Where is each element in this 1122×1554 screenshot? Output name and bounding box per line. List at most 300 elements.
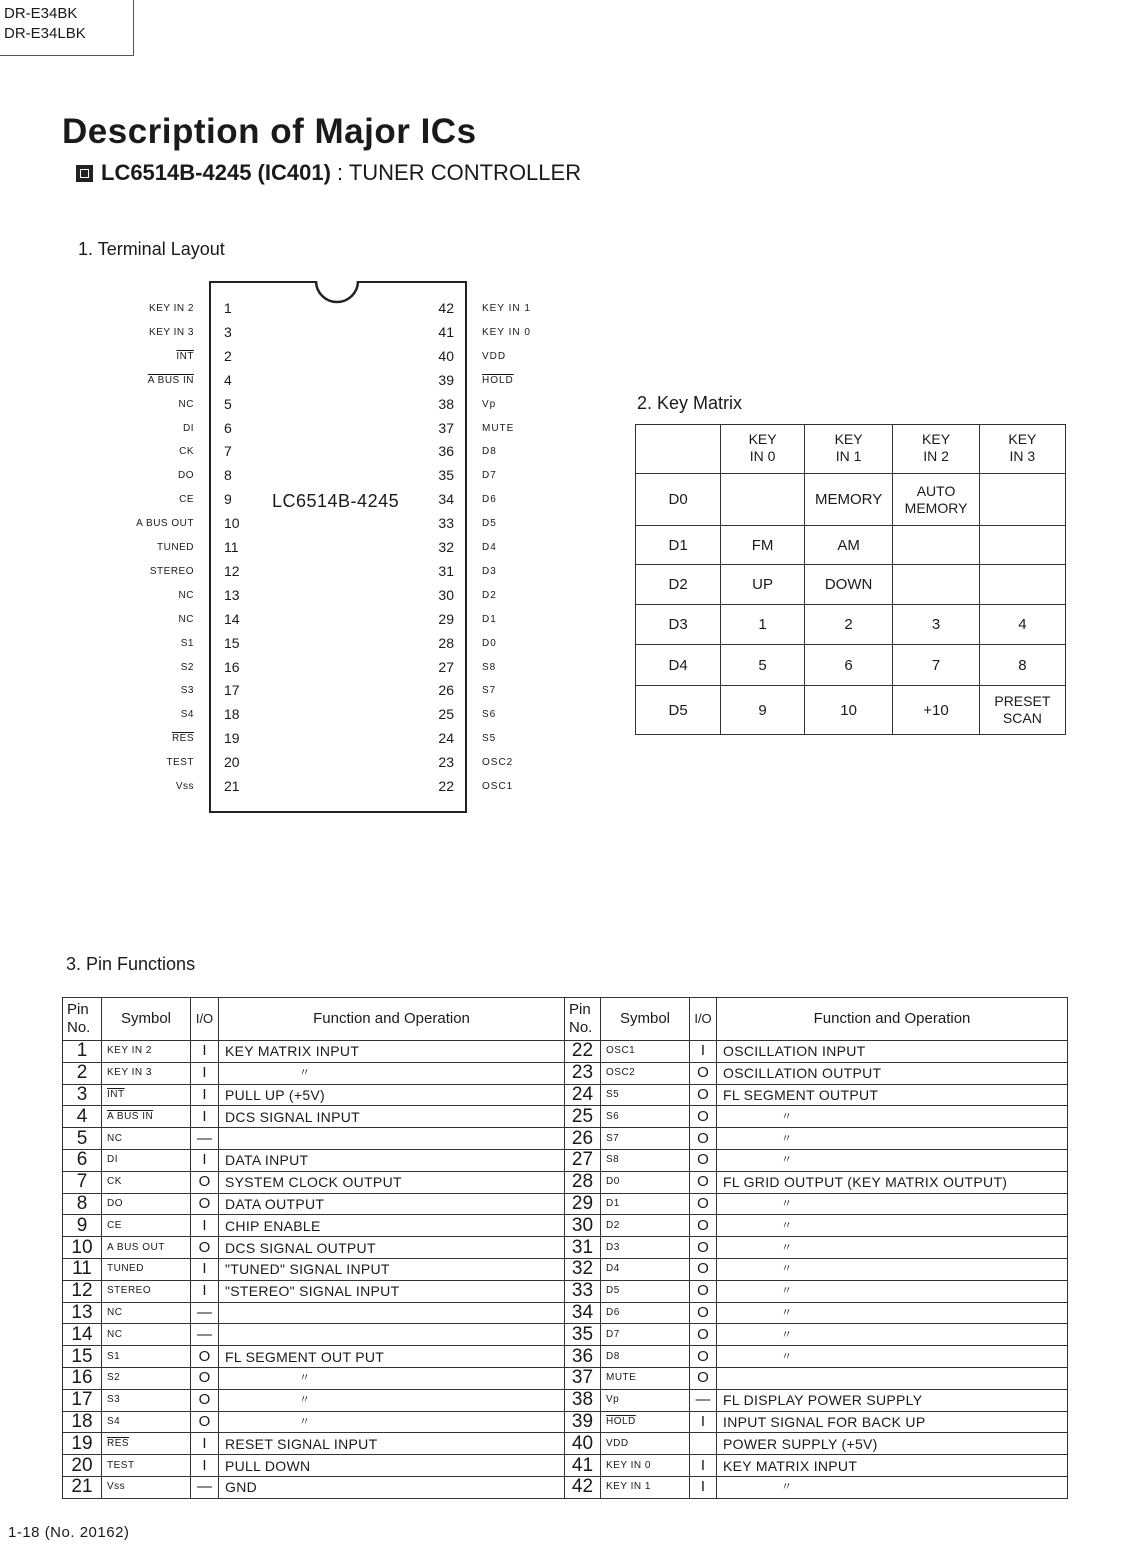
pin-symbol: OSC2 bbox=[601, 1062, 690, 1084]
pin-number: 18 bbox=[63, 1411, 102, 1433]
section-pin-functions: 3. Pin Functions bbox=[66, 954, 196, 974]
ic-pin-name-right: D1 bbox=[482, 613, 497, 625]
pin-io: I bbox=[191, 1062, 219, 1084]
pin-io: O bbox=[690, 1062, 717, 1084]
pin-function: 〃 bbox=[717, 1215, 1068, 1237]
key-matrix-cell: AM bbox=[804, 526, 892, 565]
pin-io: O bbox=[690, 1171, 717, 1193]
pin-symbol: S3 bbox=[102, 1389, 191, 1411]
pin-io: I bbox=[690, 1411, 717, 1433]
pin-io: O bbox=[690, 1106, 717, 1128]
pin-io: O bbox=[191, 1346, 219, 1368]
pin-symbol: NC bbox=[102, 1302, 191, 1324]
pin-symbol: CE bbox=[102, 1215, 191, 1237]
pin-function: 〃 bbox=[219, 1389, 565, 1411]
pin-number: 26 bbox=[565, 1128, 601, 1150]
ic-pin-number-right: 42 bbox=[438, 300, 454, 316]
pin-symbol: D8 bbox=[601, 1346, 690, 1368]
ic-notch-icon bbox=[312, 279, 362, 304]
pin-function: DATA INPUT bbox=[219, 1149, 565, 1171]
table-row bbox=[63, 1302, 1068, 1324]
ic-pin-number-right: 24 bbox=[438, 730, 454, 747]
ic-pin-name-right: S7 bbox=[482, 685, 497, 697]
pin-functions-header-cell: Function and Operation bbox=[219, 998, 565, 1041]
pin-number: 33 bbox=[565, 1280, 601, 1302]
ic-subtitle bbox=[76, 160, 581, 186]
pin-number: 4 bbox=[63, 1106, 102, 1128]
pin-functions-table bbox=[62, 997, 1068, 1499]
ic-pin-name-left: S2 bbox=[180, 661, 194, 673]
pin-functions-header-cell: Pin No. bbox=[63, 998, 102, 1041]
ic-pin-number-right: 27 bbox=[438, 658, 454, 675]
pin-number: 6 bbox=[63, 1149, 102, 1171]
pin-symbol: DI bbox=[102, 1149, 191, 1171]
pin-io: — bbox=[191, 1476, 219, 1498]
pin-io: I bbox=[191, 1455, 219, 1477]
key-matrix-cell: 7 bbox=[893, 645, 979, 686]
pin-function: GND bbox=[219, 1476, 565, 1498]
pin-number: 36 bbox=[565, 1346, 601, 1368]
ic-pin-number-right: 39 bbox=[438, 371, 454, 388]
ic-pin-number-left: 20 bbox=[224, 754, 240, 771]
ic-pin-number-left: 6 bbox=[224, 419, 232, 436]
pin-symbol: VDD bbox=[601, 1433, 690, 1455]
pin-number: 8 bbox=[63, 1193, 102, 1215]
pin-number: 5 bbox=[63, 1128, 102, 1150]
pin-io: I bbox=[191, 1041, 219, 1063]
key-matrix-cell: 6 bbox=[804, 645, 892, 686]
key-matrix-row-label: D0 bbox=[636, 474, 721, 526]
key-matrix-cell bbox=[893, 526, 979, 565]
table-row bbox=[63, 1084, 1068, 1106]
pin-function: FL SEGMENT OUTPUT bbox=[717, 1084, 1068, 1106]
pin-number: 16 bbox=[63, 1367, 102, 1389]
key-matrix-cell: FM bbox=[721, 526, 805, 565]
ic-pin-name-right: D7 bbox=[482, 470, 497, 482]
pin-io: I bbox=[191, 1215, 219, 1237]
pin-symbol: D1 bbox=[601, 1193, 690, 1215]
key-matrix-cell: DOWN bbox=[804, 565, 892, 605]
ic-pin-number-right: 40 bbox=[438, 347, 454, 364]
model-name: DR-E34BK bbox=[4, 5, 78, 22]
key-matrix-cell bbox=[979, 526, 1065, 565]
ic-pin-number-right: 38 bbox=[438, 395, 454, 412]
pin-symbol: D0 bbox=[601, 1171, 690, 1193]
ic-pin-name-left: DI bbox=[183, 422, 194, 434]
ic-pin-name-left: NC bbox=[178, 589, 194, 601]
ic-pin-name-left: CK bbox=[179, 446, 194, 458]
key-matrix-cell: 10 bbox=[804, 686, 892, 735]
ic-pin-number-right: 35 bbox=[438, 467, 454, 484]
pin-function: OSCILLATION INPUT bbox=[717, 1041, 1068, 1063]
key-matrix-cell: 8 bbox=[979, 645, 1065, 686]
table-row bbox=[63, 1171, 1068, 1193]
ic-pin-number-left: 21 bbox=[224, 778, 240, 794]
pin-io: — bbox=[191, 1324, 219, 1346]
model-name: DR-E34LBK bbox=[4, 25, 86, 42]
ic-pin-name-right: KEY IN 0 bbox=[482, 326, 531, 338]
ic-pin-number-left: 18 bbox=[224, 706, 240, 723]
pin-number: 39 bbox=[565, 1411, 601, 1433]
pin-io: I bbox=[191, 1084, 219, 1106]
ic-pin-number-left: 4 bbox=[224, 371, 232, 388]
pin-io: O bbox=[690, 1237, 717, 1259]
ic-pin-name-right: D3 bbox=[482, 565, 497, 577]
table-row bbox=[63, 1389, 1068, 1411]
pin-io: I bbox=[690, 1041, 717, 1063]
pin-io: O bbox=[690, 1215, 717, 1237]
pin-function: DCS SIGNAL INPUT bbox=[219, 1106, 565, 1128]
key-matrix-cell bbox=[979, 474, 1065, 526]
pin-function: 〃 bbox=[717, 1280, 1068, 1302]
pin-number: 40 bbox=[565, 1433, 601, 1455]
ic-pin-name-left: CE bbox=[179, 494, 194, 506]
pin-number: 34 bbox=[565, 1302, 601, 1324]
pin-number: 29 bbox=[565, 1193, 601, 1215]
ic-pin-number-left: 17 bbox=[224, 682, 240, 699]
pin-number: 13 bbox=[63, 1302, 102, 1324]
pin-symbol: KEY IN 0 bbox=[601, 1455, 690, 1477]
ic-pin-name-left: KEY IN 3 bbox=[149, 326, 194, 338]
model-label-box bbox=[0, 0, 134, 56]
table-row bbox=[63, 1346, 1068, 1368]
pin-function: RESET SIGNAL INPUT bbox=[219, 1433, 565, 1455]
ic-pin-number-left: 2 bbox=[224, 347, 232, 364]
ic-pin-name-right: D6 bbox=[482, 494, 497, 506]
ic-pin-number-left: 12 bbox=[224, 562, 240, 579]
ic-pin-name-right: D8 bbox=[482, 446, 497, 458]
pin-number: 23 bbox=[565, 1062, 601, 1084]
pin-io: O bbox=[690, 1302, 717, 1324]
key-matrix-cell: 9 bbox=[721, 686, 805, 735]
ic-pin-number-right: 33 bbox=[438, 515, 454, 532]
pin-number: 31 bbox=[565, 1237, 601, 1259]
ic-pin-name-left: S3 bbox=[180, 685, 194, 697]
table-row bbox=[63, 1062, 1068, 1084]
pin-function: 〃 bbox=[717, 1302, 1068, 1324]
table-row bbox=[63, 1280, 1068, 1302]
pin-function: DCS SIGNAL OUTPUT bbox=[219, 1237, 565, 1259]
pin-symbol: S8 bbox=[601, 1149, 690, 1171]
ic-name-label: LC6514B-4245 bbox=[272, 491, 400, 511]
pin-function: 〃 bbox=[717, 1193, 1068, 1215]
pin-symbol: Vp bbox=[601, 1389, 690, 1411]
ic-pin-number-left: 9 bbox=[224, 491, 232, 508]
pin-functions-header-cell: I/O bbox=[191, 998, 219, 1041]
page-footer: 1-18 (No. 20162) bbox=[8, 1524, 130, 1541]
ic-pin-name-right: Vp bbox=[482, 398, 497, 410]
table-row bbox=[63, 1237, 1068, 1259]
ic-pin-number-right: 32 bbox=[438, 539, 454, 555]
pin-number: 41 bbox=[565, 1455, 601, 1477]
pin-io: O bbox=[690, 1346, 717, 1368]
ic-pin-name-right: S6 bbox=[482, 709, 497, 721]
key-matrix-cell: MEMORY bbox=[804, 474, 892, 526]
pin-symbol: $\overline{INT}$ bbox=[102, 1084, 191, 1106]
key-matrix-row-label: D2 bbox=[636, 565, 721, 605]
key-matrix-header-cell: KEY IN 1 bbox=[804, 425, 892, 474]
pin-function: FL DISPLAY POWER SUPPLY bbox=[717, 1389, 1068, 1411]
key-matrix-row bbox=[636, 565, 1066, 605]
pin-function bbox=[219, 1128, 565, 1150]
ic-part-number: LC6514B-4245 (IC401) bbox=[101, 160, 331, 185]
ic-pin-number-right: 26 bbox=[438, 682, 454, 699]
section-key-matrix: 2. Key Matrix bbox=[637, 393, 743, 413]
ic-pin-number-right: 29 bbox=[438, 610, 454, 627]
key-matrix-row bbox=[636, 605, 1066, 645]
key-matrix-cell bbox=[893, 565, 979, 605]
pin-io: I bbox=[191, 1106, 219, 1128]
pin-function: 〃 bbox=[717, 1346, 1068, 1368]
pin-function bbox=[717, 1367, 1068, 1389]
key-matrix-cell bbox=[979, 565, 1065, 605]
key-matrix-row bbox=[636, 474, 1066, 526]
ic-pin-name-left: KEY IN 2 bbox=[149, 303, 194, 314]
pin-symbol: S7 bbox=[601, 1128, 690, 1150]
pin-function: "TUNED" SIGNAL INPUT bbox=[219, 1258, 565, 1280]
ic-pin-name-left: NC bbox=[178, 398, 194, 410]
pin-function: SYSTEM CLOCK OUTPUT bbox=[219, 1171, 565, 1193]
pin-io: O bbox=[690, 1367, 717, 1389]
ic-pin-name-right: OSC1 bbox=[482, 781, 514, 792]
pin-number: 27 bbox=[565, 1149, 601, 1171]
ic-pin-number-right: 41 bbox=[438, 323, 454, 340]
section-terminal-layout: 1. Terminal Layout bbox=[78, 239, 225, 259]
ic-pin-number-left: 1 bbox=[224, 300, 232, 316]
pin-number: 12 bbox=[63, 1280, 102, 1302]
pin-number: 30 bbox=[565, 1215, 601, 1237]
pin-io: O bbox=[191, 1389, 219, 1411]
pin-io: O bbox=[191, 1171, 219, 1193]
pin-symbol: $\overline{RES}$ bbox=[102, 1433, 191, 1455]
pin-function: OSCILLATION OUTPUT bbox=[717, 1062, 1068, 1084]
ic-pin-number-left: 7 bbox=[224, 443, 232, 460]
pin-io: O bbox=[690, 1084, 717, 1106]
pin-io: O bbox=[191, 1367, 219, 1389]
key-matrix-cell: 2 bbox=[804, 605, 892, 645]
pin-function: 〃 bbox=[717, 1149, 1068, 1171]
table-row bbox=[63, 1411, 1068, 1433]
table-row bbox=[63, 1128, 1068, 1150]
ic-pin-number-right: 25 bbox=[438, 706, 454, 723]
ic-pin-name-left: $\overline{INT}$ bbox=[176, 350, 194, 362]
page-title: Description of Major ICs bbox=[62, 112, 477, 151]
key-matrix-cell: 3 bbox=[893, 605, 979, 645]
pin-symbol: S6 bbox=[601, 1106, 690, 1128]
key-matrix-row bbox=[636, 645, 1066, 686]
pin-functions-header-cell: Symbol bbox=[102, 998, 191, 1041]
pin-io: O bbox=[191, 1237, 219, 1259]
pin-number: 11 bbox=[63, 1258, 102, 1280]
table-row bbox=[63, 1106, 1068, 1128]
ic-pin-name-left: DO bbox=[178, 470, 194, 482]
pin-functions-header-cell: Symbol bbox=[601, 998, 690, 1041]
pin-function: 〃 bbox=[219, 1411, 565, 1433]
table-row bbox=[63, 1149, 1068, 1171]
pin-io: I bbox=[690, 1476, 717, 1498]
pin-symbol: OSC1 bbox=[601, 1041, 690, 1063]
key-matrix-cell: AUTO MEMORY bbox=[893, 474, 979, 526]
ic-pin-number-left: 5 bbox=[224, 395, 232, 412]
ic-pin-number-right: 37 bbox=[438, 419, 454, 436]
ic-pin-name-right: S5 bbox=[482, 733, 497, 745]
key-matrix-row-label: D3 bbox=[636, 605, 721, 645]
pin-function: KEY MATRIX INPUT bbox=[717, 1455, 1068, 1477]
ic-pin-number-left: 15 bbox=[224, 634, 240, 651]
ic-pin-number-left: 11 bbox=[224, 539, 239, 555]
pin-symbol: D2 bbox=[601, 1215, 690, 1237]
pin-function: 〃 bbox=[219, 1367, 565, 1389]
pin-function: 〃 bbox=[717, 1324, 1068, 1346]
ic-pin-name-right: OSC2 bbox=[482, 757, 514, 769]
pin-function: 〃 bbox=[717, 1106, 1068, 1128]
pin-io: O bbox=[191, 1411, 219, 1433]
pin-symbol: HOLD bbox=[601, 1411, 690, 1433]
table-row bbox=[63, 1041, 1068, 1063]
pin-number: 22 bbox=[565, 1041, 601, 1063]
pin-symbol: CK bbox=[102, 1171, 191, 1193]
pin-number: 7 bbox=[63, 1171, 102, 1193]
pin-number: 9 bbox=[63, 1215, 102, 1237]
key-matrix-cell bbox=[721, 474, 805, 526]
pin-functions-header-row bbox=[63, 998, 1068, 1041]
ic-pin-number-left: 3 bbox=[224, 323, 232, 340]
pin-symbol: STEREO bbox=[102, 1280, 191, 1302]
pin-number: 38 bbox=[565, 1389, 601, 1411]
pin-io: I bbox=[191, 1280, 219, 1302]
pin-io: O bbox=[690, 1258, 717, 1280]
key-matrix-row bbox=[636, 686, 1066, 735]
pin-io: — bbox=[191, 1302, 219, 1324]
pin-function: POWER SUPPLY (+5V) bbox=[717, 1433, 1068, 1455]
ic-description: : TUNER CONTROLLER bbox=[330, 160, 582, 185]
ic-pin-number-right: 22 bbox=[438, 778, 454, 794]
pin-symbol: D6 bbox=[601, 1302, 690, 1324]
pin-number: 28 bbox=[565, 1171, 601, 1193]
ic-pin-number-left: 14 bbox=[224, 610, 240, 627]
ic-pin-name-left: Vss bbox=[175, 781, 194, 792]
pin-symbol: MUTE bbox=[601, 1367, 690, 1389]
key-matrix-header-cell: KEY IN 3 bbox=[979, 425, 1065, 474]
pin-number: 37 bbox=[565, 1367, 601, 1389]
ic-pin-name-left: TEST bbox=[166, 757, 194, 769]
pin-function: 〃 bbox=[717, 1476, 1068, 1498]
pin-number: 24 bbox=[565, 1084, 601, 1106]
table-row bbox=[63, 1258, 1068, 1280]
ic-pin-number-right: 28 bbox=[438, 634, 454, 651]
pin-io: I bbox=[191, 1149, 219, 1171]
pin-function: 〃 bbox=[717, 1237, 1068, 1259]
pin-symbol: Vss bbox=[102, 1476, 191, 1498]
table-row bbox=[63, 1324, 1068, 1346]
pin-symbol: TUNED bbox=[102, 1258, 191, 1280]
pin-function: 〃 bbox=[717, 1128, 1068, 1150]
ic-pin-number-right: 36 bbox=[438, 443, 454, 460]
pin-symbol: KEY IN 2 bbox=[102, 1041, 191, 1063]
key-matrix-row-label: D4 bbox=[636, 645, 721, 686]
pin-function: FL SEGMENT OUT PUT bbox=[219, 1346, 565, 1368]
key-matrix-header-cell: KEY IN 0 bbox=[721, 425, 805, 474]
key-matrix-header-row bbox=[636, 425, 1066, 474]
ic-pin-name-right: S8 bbox=[482, 661, 497, 673]
table-row bbox=[63, 1433, 1068, 1455]
pin-io: O bbox=[690, 1128, 717, 1150]
pin-function: FL GRID OUTPUT (KEY MATRIX OUTPUT) bbox=[717, 1171, 1068, 1193]
ic-pin-number-left: 16 bbox=[224, 658, 240, 675]
pin-number: 3 bbox=[63, 1084, 102, 1106]
pin-symbol: KEY IN 1 bbox=[601, 1476, 690, 1498]
pin-number: 19 bbox=[63, 1433, 102, 1455]
pin-number: 2 bbox=[63, 1062, 102, 1084]
key-matrix-table bbox=[635, 424, 1066, 735]
pin-io: O bbox=[690, 1149, 717, 1171]
ic-pin-name-right: MUTE bbox=[482, 422, 515, 434]
ic-pin-name-right: D5 bbox=[482, 518, 497, 530]
ic-pin-name-left: S1 bbox=[180, 637, 194, 649]
pin-function bbox=[219, 1302, 565, 1324]
pin-io: O bbox=[191, 1193, 219, 1215]
pin-number: 25 bbox=[565, 1106, 601, 1128]
pin-io: I bbox=[690, 1455, 717, 1477]
pin-symbol: S1 bbox=[102, 1346, 191, 1368]
pin-number: 35 bbox=[565, 1324, 601, 1346]
table-row bbox=[63, 1476, 1068, 1498]
key-matrix-row bbox=[636, 526, 1066, 565]
pin-symbol: NC bbox=[102, 1324, 191, 1346]
pin-number: 21 bbox=[63, 1476, 102, 1498]
ic-pin-name-right: KEY IN 1 bbox=[482, 303, 531, 314]
pin-number: 10 bbox=[63, 1237, 102, 1259]
pin-io: — bbox=[191, 1128, 219, 1150]
ic-pin-name-left: $\overline{RES}$ bbox=[171, 733, 194, 745]
ic-pin-name-right: D2 bbox=[482, 589, 497, 601]
pin-function bbox=[219, 1324, 565, 1346]
pin-io: I bbox=[191, 1258, 219, 1280]
pin-symbol: S2 bbox=[102, 1367, 191, 1389]
ic-pin-name-left: A BUS OUT bbox=[136, 518, 194, 530]
ic-pin-number-left: 19 bbox=[224, 730, 240, 747]
pin-symbol: D7 bbox=[601, 1324, 690, 1346]
pin-symbol: S4 bbox=[102, 1411, 191, 1433]
ic-pin-name-right: HOLD bbox=[482, 374, 514, 386]
ic-pin-name-right: D4 bbox=[482, 542, 497, 553]
pin-symbol: A BUS OUT bbox=[102, 1237, 191, 1259]
pin-number: 17 bbox=[63, 1389, 102, 1411]
ic-pin-number-left: 13 bbox=[224, 586, 240, 603]
pin-symbol: A BUS IN bbox=[102, 1106, 191, 1128]
chip-bullet-icon bbox=[76, 165, 93, 182]
pin-function: INPUT SIGNAL FOR BACK UP bbox=[717, 1411, 1068, 1433]
pin-symbol: DO bbox=[102, 1193, 191, 1215]
pin-function: PULL UP (+5V) bbox=[219, 1084, 565, 1106]
ic-pin-number-right: 34 bbox=[438, 491, 454, 508]
table-row bbox=[63, 1215, 1068, 1237]
pin-symbol: D4 bbox=[601, 1258, 690, 1280]
pin-symbol: KEY IN 3 bbox=[102, 1062, 191, 1084]
ic-pin-number-right: 23 bbox=[438, 754, 454, 771]
pin-symbol: D5 bbox=[601, 1280, 690, 1302]
table-row bbox=[63, 1193, 1068, 1215]
pin-symbol: NC bbox=[102, 1128, 191, 1150]
pin-io: O bbox=[690, 1193, 717, 1215]
pin-io: I bbox=[191, 1433, 219, 1455]
pin-function: DATA OUTPUT bbox=[219, 1193, 565, 1215]
pin-number: 32 bbox=[565, 1258, 601, 1280]
pin-functions-header-cell: Function and Operation bbox=[717, 998, 1068, 1041]
key-matrix-cell: 1 bbox=[721, 605, 805, 645]
pin-function: 〃 bbox=[219, 1062, 565, 1084]
pin-io: O bbox=[690, 1280, 717, 1302]
